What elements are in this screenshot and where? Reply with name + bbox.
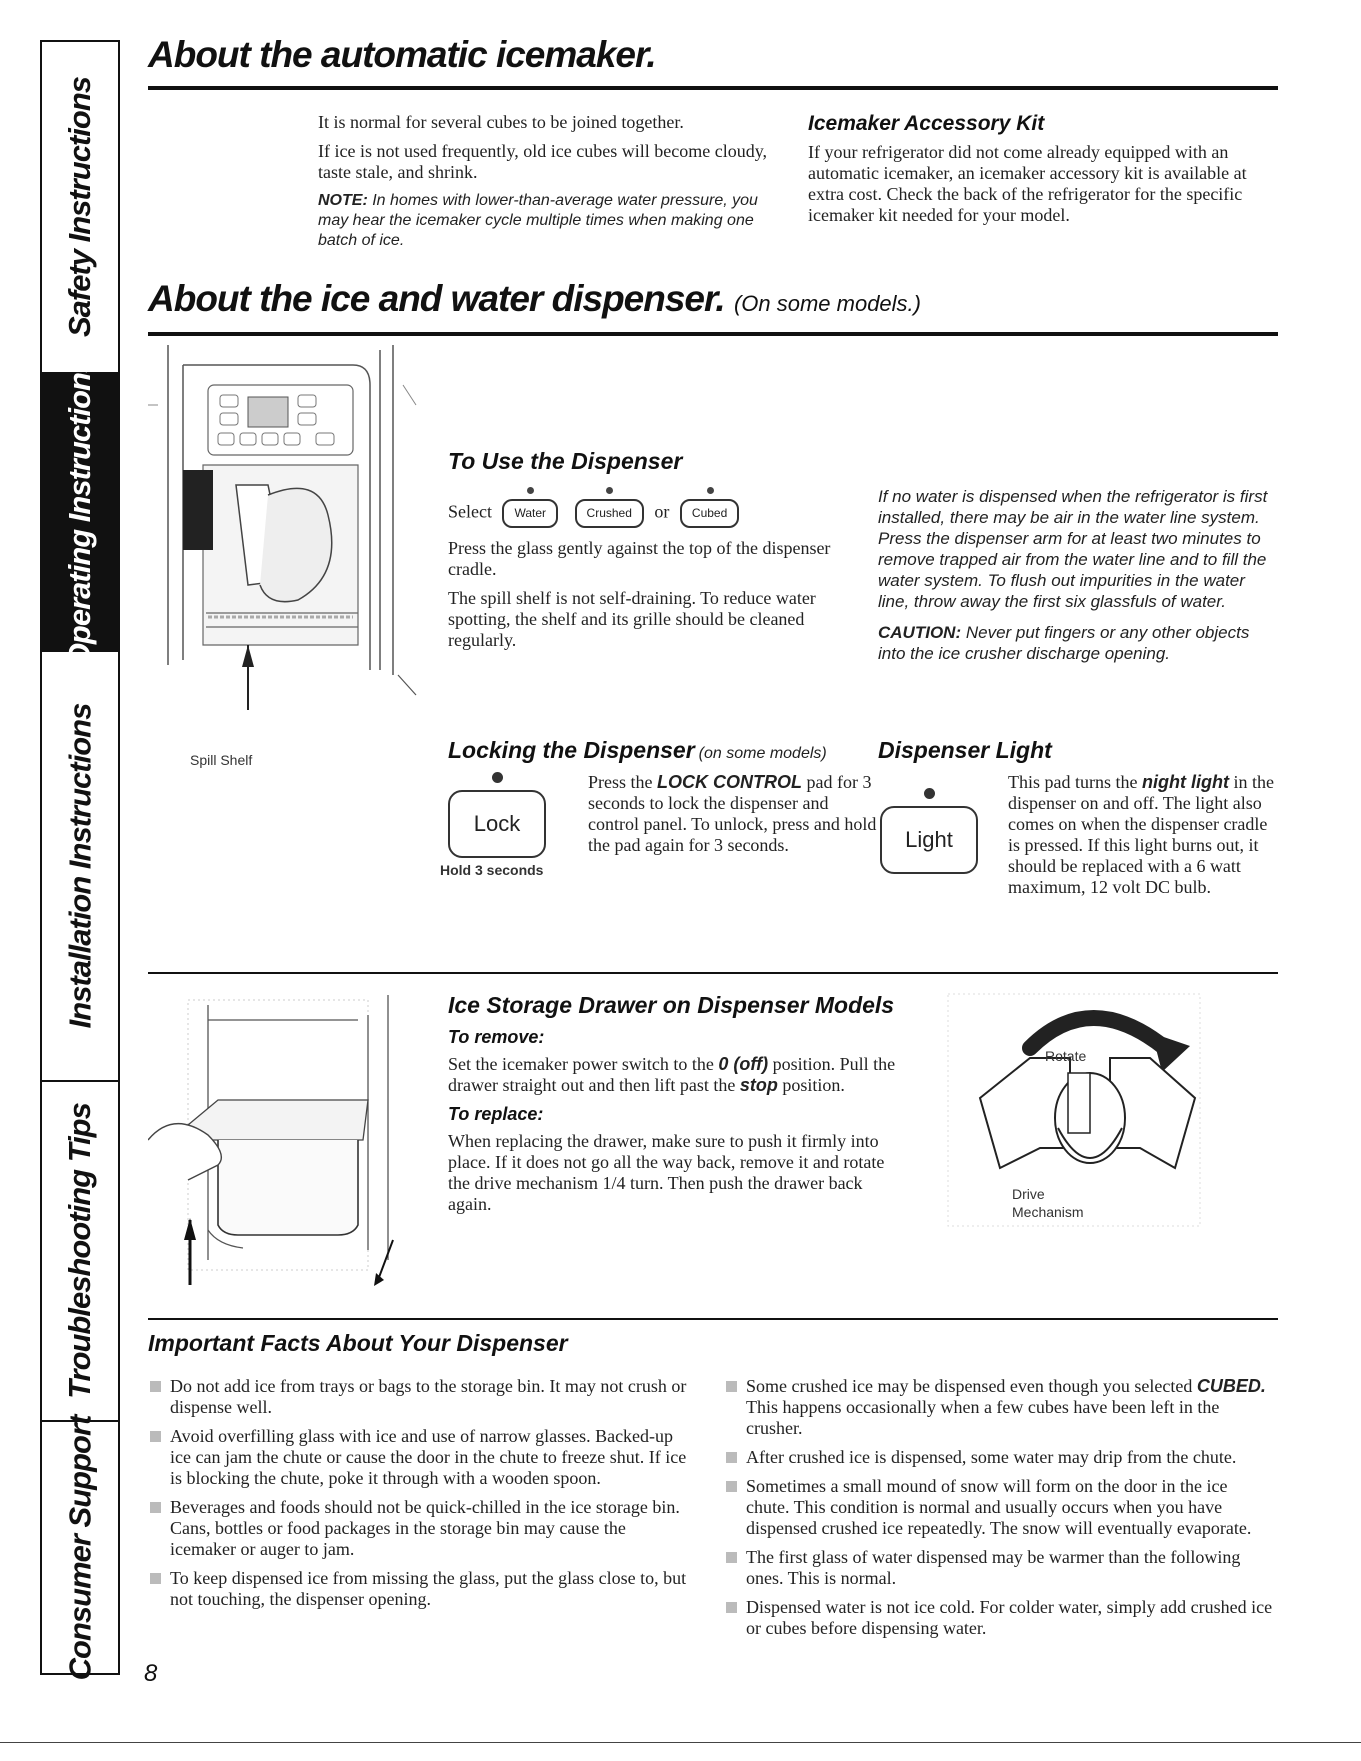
icemaker-note: [318, 191, 788, 251]
remove-text: [448, 1054, 938, 1096]
fact-text: Sometimes a small mound of snow will form on the door in the ice chute. This condition is normal and usually occurs when you have dispensed crushed ice repeatedly. The snow will eventually evaporate.: [746, 1476, 1252, 1538]
lock-control-bold: LOCK CONTROL: [657, 772, 802, 792]
facts-heading: Important Facts About Your Dispenser: [148, 1330, 568, 1356]
facts-right-list: [724, 1376, 1274, 1647]
caution-label: CAUTION:: [878, 623, 962, 642]
replace-heading: To replace:: [448, 1104, 544, 1124]
light-text: [1008, 772, 1276, 898]
air-note: If no water is dispensed when the refrigerator is first installed, there may be air in the water line system. Press the dispenser arm for at least two minutes to remove trapped air from the water line and to fill the water system. To flush out impurities in the water line, throw away the first six glassfuls of water.: [878, 487, 1268, 611]
bullet-icon: [150, 1431, 161, 1442]
cubed-button-label: Cubed: [691, 506, 728, 520]
water-button-label: Water: [514, 506, 547, 520]
off-position-bold: 0 (off): [718, 1054, 769, 1074]
locking-heading: [448, 737, 827, 764]
stop-bold: stop: [739, 1075, 778, 1095]
fact-text: Do not add ice from trays or bags to the storage bin. It may not crush or dispense well.: [170, 1376, 687, 1417]
indicator-dot: [527, 487, 534, 494]
bullet-icon: [150, 1573, 161, 1584]
locking-title: Locking the Dispenser: [448, 737, 695, 763]
remove-pre: Set the icemaker power switch to the: [448, 1054, 714, 1074]
bullet-icon: [150, 1381, 161, 1392]
to-use-heading: To Use the Dispenser: [448, 448, 683, 474]
light-heading: Dispenser Light: [878, 737, 1052, 763]
list-item: [148, 1568, 688, 1610]
bullet-icon: [726, 1481, 737, 1492]
icemaker-left-column: [318, 112, 788, 251]
indicator-dot: [707, 487, 714, 494]
hold-label: Hold 3 seconds: [440, 862, 544, 878]
drawer-heading: Ice Storage Drawer on Dispenser Models: [448, 992, 895, 1018]
lock-text-post: pad for 3 seconds to lock the dispenser and control panel. To unlock, press and hold the pad again for 3 seconds.: [588, 772, 877, 855]
mechanism-label: Mechanism: [1012, 1204, 1084, 1220]
cubed-button[interactable]: [680, 499, 739, 528]
list-item: [724, 1547, 1274, 1589]
dispenser-title: About the ice and water dispenser.: [148, 278, 725, 319]
tab-safety-instructions[interactable]: [42, 42, 118, 374]
icemaker-accessory-kit: [808, 112, 1273, 226]
kit-heading: Icemaker Accessory Kit: [808, 112, 1045, 135]
lock-pad[interactable]: [448, 790, 546, 858]
remove-mid: position. Pull the drawer straight out and then lift past the: [448, 1054, 896, 1095]
heading-rule: [148, 332, 1278, 336]
ice-drawer-illustration: [148, 990, 418, 1290]
bullet-icon: [150, 1502, 161, 1513]
list-item: [724, 1597, 1274, 1639]
water-button[interactable]: [502, 499, 558, 528]
page-bottom-rule: [0, 1742, 1361, 1743]
to-use-dispenser: [448, 448, 848, 659]
select-word: Select: [448, 501, 492, 522]
tab-consumer-support[interactable]: [42, 1415, 118, 1680]
facts-left-list: [148, 1376, 688, 1618]
remove-heading: To remove:: [448, 1027, 545, 1047]
light-text-pre: This pad turns the: [1008, 772, 1138, 792]
remove-post: position.: [782, 1075, 845, 1095]
indicator-dot: [492, 772, 503, 783]
light-pad-label: Light: [905, 827, 953, 852]
tab-operating-instructions[interactable]: [42, 356, 118, 668]
tab-installation-instructions[interactable]: [42, 652, 118, 1082]
bullet-icon: [726, 1452, 737, 1463]
ice-drawer-section: [448, 992, 948, 1223]
bullet-icon: [726, 1552, 737, 1563]
list-item: [148, 1376, 688, 1418]
dispenser-title-sub: (On some models.): [733, 291, 921, 316]
side-tab-navigation: [40, 40, 120, 1680]
icemaker-heading: About the automatic icemaker.: [148, 34, 656, 75]
tab-label: Consumer Support: [62, 1415, 98, 1680]
light-text-post: in the dispenser on and off. The light also comes on when the dispenser cradle is pressed. If this light burns out, it should be replaced with a 6 watt maximum, 12 volt DC bulb.: [1008, 772, 1274, 897]
icemaker-paragraph: It is normal for several cubes to be joined together.: [318, 112, 684, 132]
cubed-bold: CUBED.: [1196, 1376, 1266, 1396]
list-item: [724, 1447, 1274, 1468]
night-light-bold: night light: [1141, 772, 1229, 792]
list-item: [724, 1376, 1274, 1439]
bullet-icon: [726, 1602, 737, 1613]
rotate-label: Rotate: [1045, 1048, 1087, 1064]
section-rule: [148, 1318, 1278, 1320]
lock-text: [588, 772, 880, 856]
tab-label: Operating Instructions: [62, 356, 98, 668]
fact-text: Avoid overfilling glass with ice and use of narrow glasses. Backed-up ice can jam the chute or cause the door in the chute to freeze shut. If ice is blocking the chute, poke it through with a wooden spoon.: [170, 1426, 687, 1488]
fact-text-pre: Some crushed ice may be dispensed even though you selected: [746, 1376, 1193, 1396]
use-paragraph: Press the glass gently against the top of the dispenser cradle.: [448, 538, 831, 579]
indicator-dot: [924, 788, 935, 799]
heading-rule: [148, 86, 1278, 90]
use-paragraph: The spill shelf is not self-draining. To reduce water spotting, the shelf and its grille should be cleaned regularly.: [448, 588, 816, 650]
list-item: [148, 1426, 688, 1489]
drive-mechanism-illustration: [940, 988, 1210, 1233]
fact-text: Dispensed water is not ice cold. For colder water, simply add crushed ice or cubes before dispensing water.: [746, 1597, 1273, 1638]
list-item: [148, 1497, 688, 1560]
fact-text: Beverages and foods should not be quick-chilled in the ice storage bin. Cans, bottles or food packages in the storage bin may cause the icemaker or auger to jam.: [170, 1497, 680, 1559]
list-item: [724, 1476, 1274, 1539]
fact-text: After crushed ice is dispensed, some water may drip from the chute.: [746, 1447, 1237, 1467]
air-note-column: [878, 486, 1278, 664]
dispenser-heading: [148, 278, 921, 320]
light-pad[interactable]: [880, 806, 978, 874]
caution-note: [878, 622, 1278, 664]
fact-text-post: This happens occasionally when a few cubes have been left in the crusher.: [746, 1397, 1220, 1438]
icemaker-paragraph: If ice is not used frequently, old ice cubes will become cloudy, taste stale, and shrink.: [318, 141, 768, 182]
dispenser-illustration: [148, 345, 418, 765]
indicator-dot: [606, 487, 613, 494]
tab-troubleshooting-tips[interactable]: [42, 1082, 118, 1422]
replace-text: When replacing the drawer, make sure to push it firmly into place. If it does not go all the way back, remove it and rotate the drive mechanism 1/4 turn. Then push the drawer back again.: [448, 1131, 885, 1214]
section-rule: [148, 972, 1278, 974]
or-word: or: [654, 501, 670, 522]
kit-text: If your refrigerator did not come already equipped with an automatic icemaker, an icemaker accessory kit is available at extra cost. Check the back of the refrigerator for the specific icemaker kit needed for your model.: [808, 142, 1247, 225]
fact-text: The first glass of water dispensed may be warmer than the following ones. This is normal.: [746, 1547, 1241, 1588]
spill-shelf-label: Spill Shelf: [190, 752, 253, 768]
fact-text: To keep dispensed ice from missing the glass, put the glass close to, but not touching, the dispenser opening.: [170, 1568, 687, 1609]
tab-label: Installation Instructions: [62, 703, 97, 1029]
locking-title-sub: (on some models): [698, 745, 827, 762]
crushed-button-label: Crushed: [586, 506, 632, 520]
page-number: 8: [144, 1660, 158, 1687]
bullet-icon: [726, 1381, 737, 1392]
lock-pad-label: Lock: [473, 811, 521, 836]
caution-text: Never put fingers or any other objects into the ice crusher discharge opening.: [878, 623, 1250, 663]
note-text: In homes with lower-than-average water pressure, you may hear the icemaker cycle multiple times when making one batch of ice.: [318, 192, 758, 249]
tab-label: Safety Instructions: [62, 76, 97, 338]
select-row: [448, 499, 848, 528]
lock-text-pre: Press the: [588, 772, 653, 792]
note-label: NOTE:: [318, 192, 368, 209]
crushed-button[interactable]: [575, 499, 644, 528]
tab-label: Troubleshooting Tips: [62, 1103, 97, 1399]
drive-label: Drive: [1012, 1186, 1045, 1202]
